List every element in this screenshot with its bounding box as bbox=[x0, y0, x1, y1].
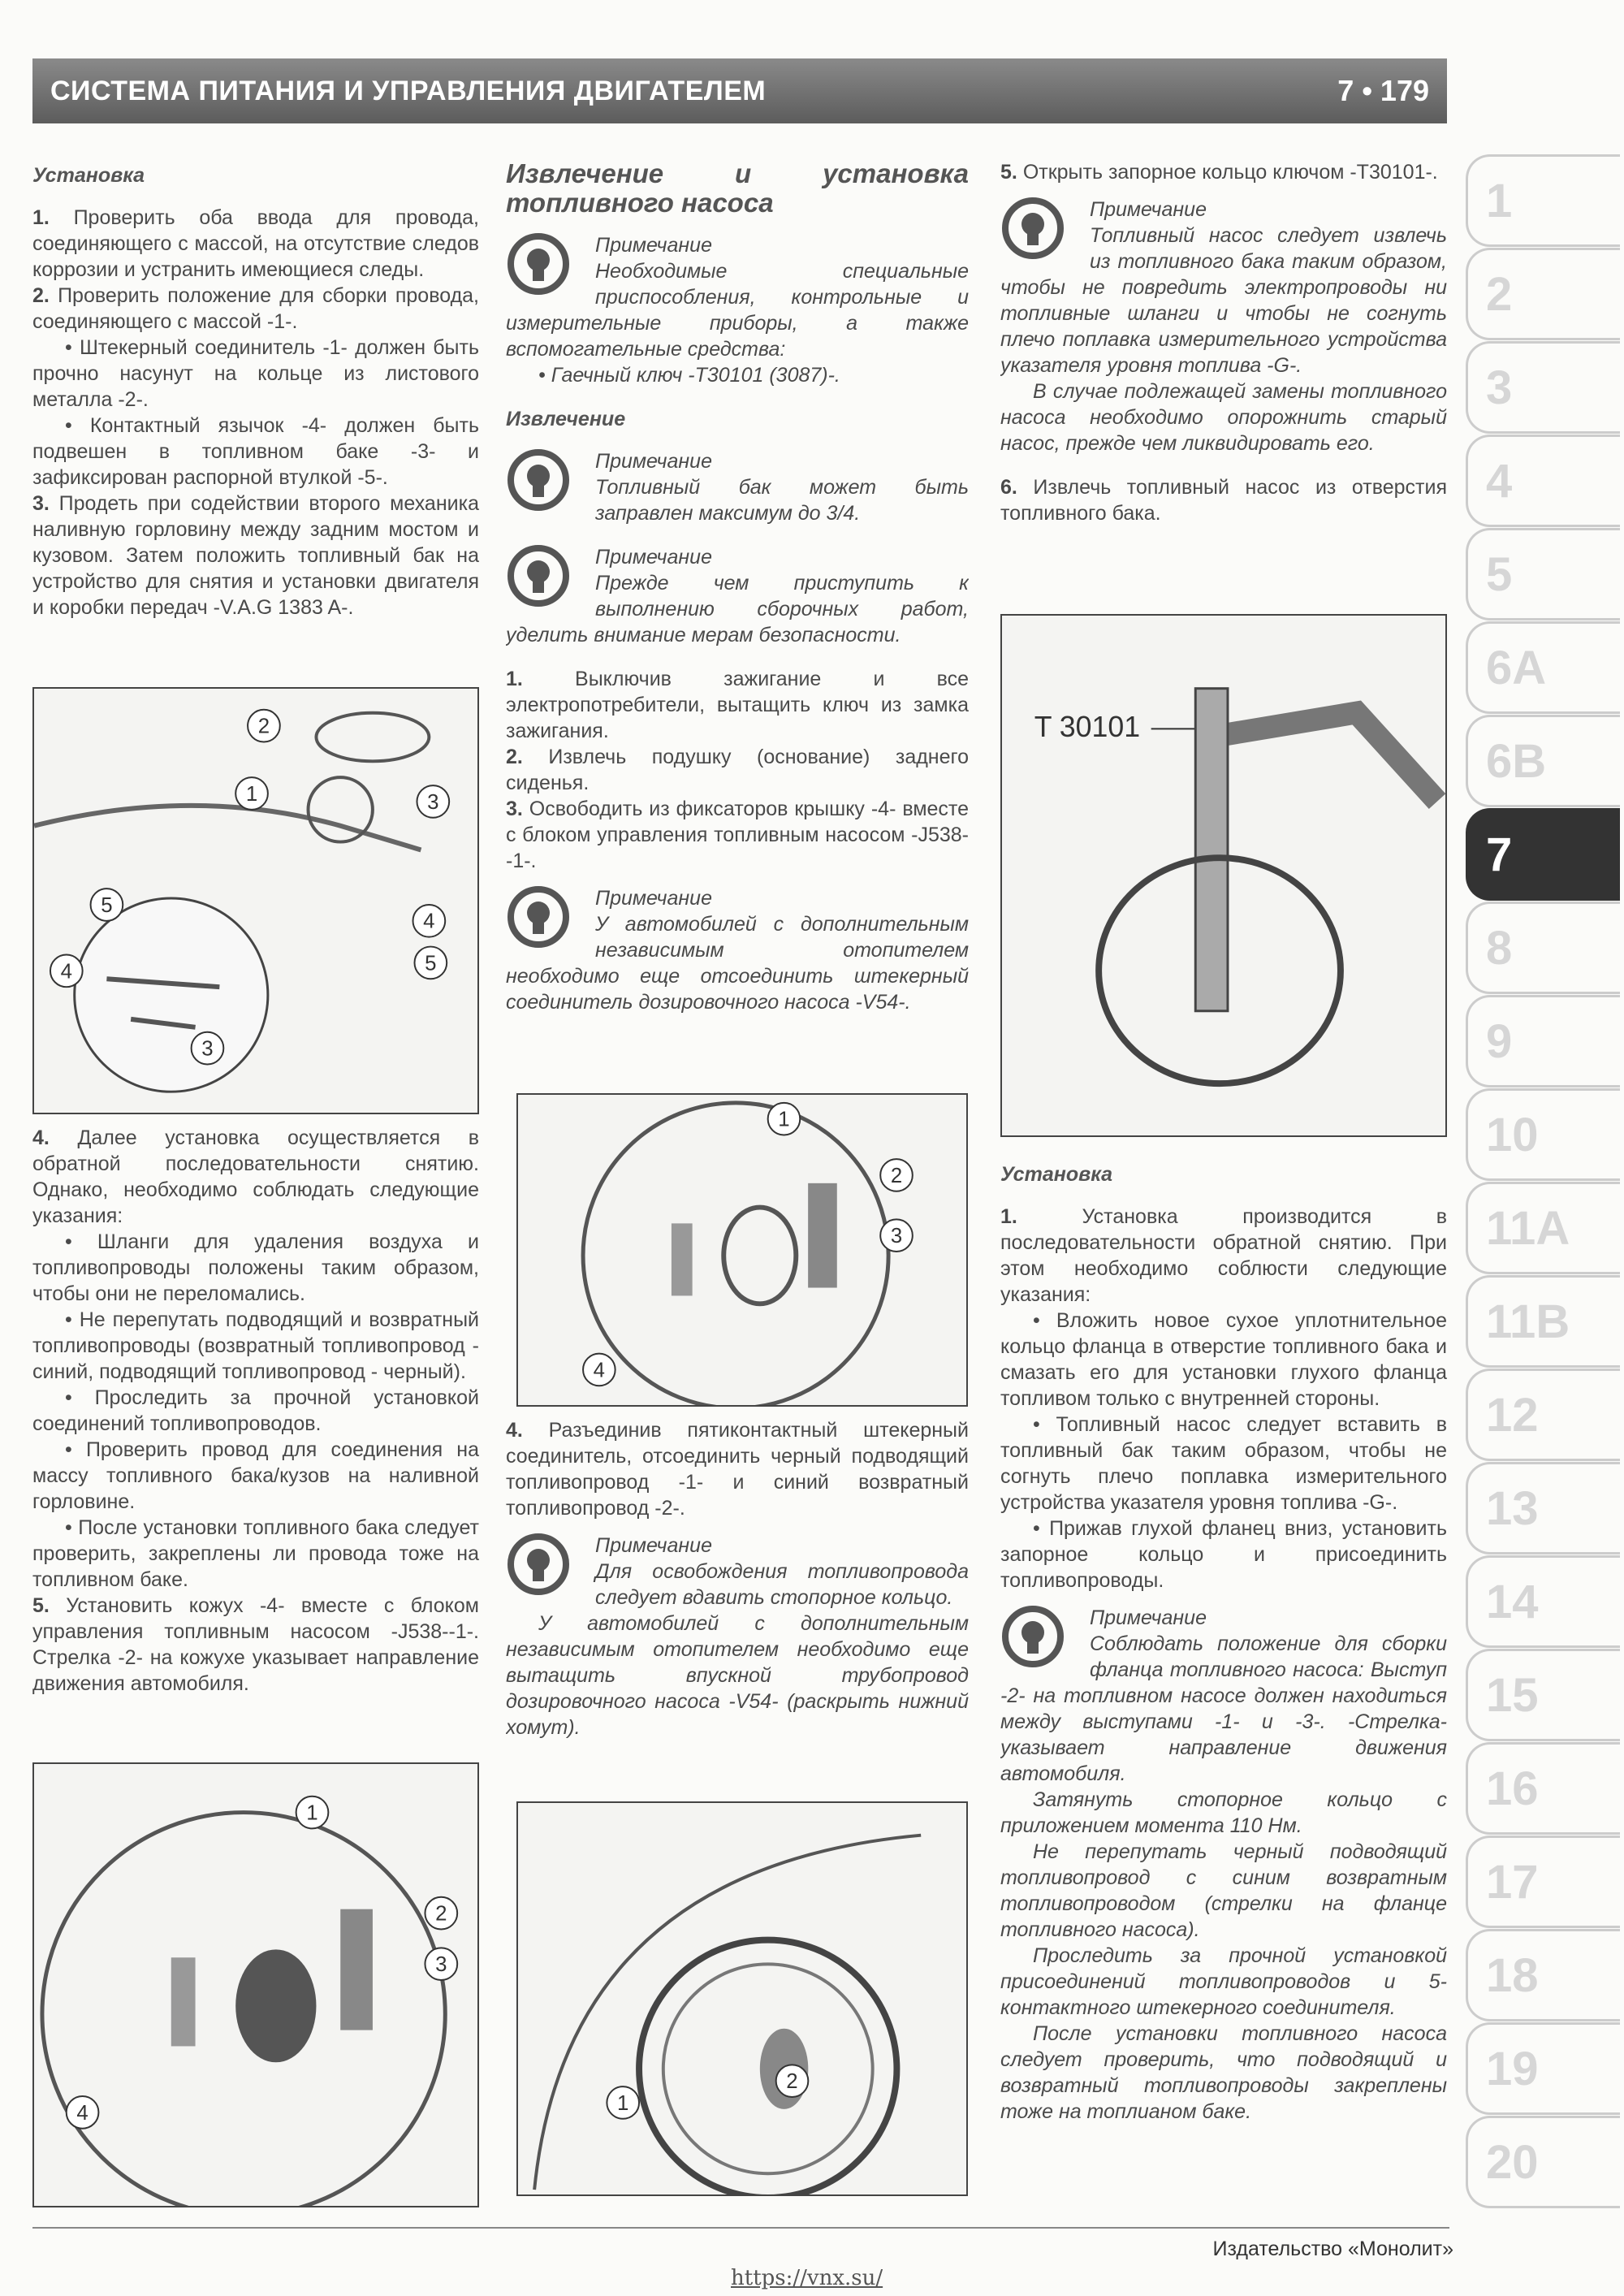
callout-number: 1 bbox=[245, 782, 258, 806]
step-text: Освободить из фиксаторов крышку -4- вместе с блоком управления топливным насосом -J538- -1-. bbox=[506, 798, 969, 872]
note bbox=[506, 885, 969, 1015]
chapter-tab-13[interactable]: 13 bbox=[1466, 1462, 1620, 1554]
note-text: У автомобилей с дополнительным независимым отопителем необходимо еще вытащить впускной трубопровод дозировочного насоса -V54- (раскрыть нижний хомут). bbox=[506, 1612, 969, 1739]
callout-1 bbox=[607, 2086, 639, 2119]
lightbulb-note-icon bbox=[506, 448, 584, 512]
step-number: 2. bbox=[506, 746, 523, 768]
callout-3 bbox=[880, 1219, 913, 1252]
steps bbox=[32, 205, 479, 620]
note-paragraph: Затянуть стопорное кольцо с приложением момента 110 Нм. bbox=[1000, 1788, 1447, 1837]
bullet-item: • Прижав глухой фланец вниз, установить запорное кольцо и присоединить топливопроводы. bbox=[1000, 1516, 1447, 1593]
step-item bbox=[32, 1125, 479, 1229]
step-text: Открыть запорное кольцо ключом -T30101-. bbox=[1022, 161, 1438, 184]
step-number: 6. bbox=[1000, 476, 1017, 499]
note-text: У автомобилей с дополнительным независимым отопителем необходимо еще отсоединить штекерный соединитель дозировочного насоса -V54-. bbox=[506, 913, 969, 1014]
lightbulb-note-icon bbox=[1000, 1605, 1078, 1668]
bullet-item: • Не перепутать подводящий и возвратный топливопроводы (возвратный топливопровод - синий, подводящий топливопровод - черный). bbox=[32, 1307, 479, 1385]
step-number: 1. bbox=[32, 206, 50, 229]
chapter-tab-4[interactable]: 4 bbox=[1466, 435, 1620, 527]
chapter-tab-11A[interactable]: 11A bbox=[1466, 1182, 1620, 1274]
chapter-tab-10[interactable]: 10 bbox=[1466, 1088, 1620, 1181]
callout-2 bbox=[776, 2065, 809, 2097]
chapter-tab-15[interactable]: 15 bbox=[1466, 1649, 1620, 1741]
chapter-tab-17[interactable]: 17 bbox=[1466, 1836, 1620, 1928]
lightbulb-note-icon bbox=[1000, 197, 1078, 260]
step-text: Выключив зажигание и все электропотребители, вытащить ключ из замка зажигания. bbox=[506, 668, 969, 742]
step-text: Далее установка осуществляется в обратной последовательности снятию. Однако, необходимо соблюдать следующие указания: bbox=[32, 1126, 479, 1227]
callout-3 bbox=[417, 785, 449, 818]
callout-number: 3 bbox=[201, 1037, 214, 1061]
callout-1 bbox=[768, 1103, 801, 1135]
bullet-item: • Проверить провод для соединения на массу топливного бака/кузов на наливной горловине. bbox=[32, 1437, 479, 1515]
bullet-item: • Проследить за прочной установкой соединений топливопроводов. bbox=[32, 1385, 479, 1437]
chapter-tab-7[interactable]: 7 bbox=[1466, 808, 1620, 901]
callout-4 bbox=[583, 1354, 615, 1386]
chapter-tab-11B[interactable]: 11B bbox=[1466, 1275, 1620, 1368]
step-item bbox=[1000, 1204, 1447, 1308]
figure-drawing bbox=[518, 1095, 966, 1405]
section-heading: Установка bbox=[1000, 1163, 1113, 1186]
note-paragraph: После установки топливного насоса следует проверить, что подводящий и возвратный топливопроводы закреплены тоже на топлианом баке. bbox=[1000, 2022, 1447, 2123]
step-item bbox=[506, 666, 969, 744]
callout-3 bbox=[425, 1948, 457, 1980]
chapter-tab-18[interactable]: 18 bbox=[1466, 1929, 1620, 2021]
note-paragraph: Не перепутать черный подводящий топливопровод с синим возвратным топливопроводом (стрелки на фланце топливного насоса). bbox=[1000, 1840, 1447, 1941]
callout-3 bbox=[192, 1032, 224, 1065]
note bbox=[506, 232, 969, 388]
callout-5 bbox=[415, 947, 447, 979]
callout-4 bbox=[50, 954, 83, 987]
note-paragraphs bbox=[1000, 1787, 1447, 2125]
callout-number: 4 bbox=[423, 910, 435, 933]
callout-number: 5 bbox=[101, 893, 113, 917]
step-number: 1. bbox=[1000, 1205, 1017, 1228]
callout-number: 3 bbox=[427, 790, 439, 814]
step-item bbox=[32, 491, 479, 620]
chapter-tab-16[interactable]: 16 bbox=[1466, 1742, 1620, 1835]
step-number: 2. bbox=[32, 284, 50, 307]
chapter-title: СИСТЕМА ПИТАНИЯ И УПРАВЛЕНИЯ ДВИГАТЕЛЕМ bbox=[50, 75, 767, 106]
lightbulb-note-icon bbox=[506, 1533, 584, 1596]
callout-2 bbox=[880, 1159, 913, 1191]
figure-drawing bbox=[518, 1803, 966, 2194]
note-label: Примечание bbox=[595, 1534, 712, 1557]
bullet-item: • Вложить новое сухое уплотнительное кольцо фланца в отверстие топливного бака и смазать его для установки глухого фланца топливом только с внутренней стороны. bbox=[1000, 1308, 1447, 1412]
col3-text-a bbox=[1000, 159, 1447, 526]
note-text: Для освобождения топливопровода следует вдавить стопорное кольцо. bbox=[595, 1560, 969, 1609]
note bbox=[506, 448, 969, 526]
callout-number: 3 bbox=[890, 1225, 903, 1248]
bullet-item: • Контактный язычок -4- должен быть подвешен в топливном баке -3- и зафиксирован распорной втулкой -5-. bbox=[32, 413, 479, 491]
callout-number: 2 bbox=[257, 715, 270, 738]
callout-number: 1 bbox=[778, 1108, 790, 1131]
chapter-tab-20[interactable]: 20 bbox=[1466, 2116, 1620, 2208]
section-heading: Извлечение bbox=[506, 408, 626, 430]
figure-drawing bbox=[1002, 616, 1445, 1135]
note-text: Соблюдать положение для сборки фланца топливного насоса: Выступ -2- на топливном насосе должен находиться между выступами -1- и -3-. -Стрелка- указывает направление движения автомобиля. bbox=[1000, 1632, 1447, 1785]
chapter-tabs bbox=[1466, 154, 1620, 2209]
callout-number: 4 bbox=[76, 2101, 89, 2125]
callout-number: 5 bbox=[425, 952, 437, 975]
step-item bbox=[506, 796, 969, 874]
step-number: 1. bbox=[506, 668, 523, 690]
figure-drawing bbox=[34, 689, 477, 1113]
bullet-item: • Шланги для удаления воздуха и топливопроводы положены таким образом, чтобы они не переломались. bbox=[32, 1229, 479, 1307]
callout-5 bbox=[91, 889, 123, 921]
chapter-header bbox=[32, 58, 1447, 123]
callout-4 bbox=[413, 905, 446, 937]
callout-number: 2 bbox=[786, 2070, 798, 2094]
step-text: Установка производится в последовательности обратной снятию. При этом необходимо соблюсти следующие указания: bbox=[1000, 1205, 1447, 1306]
note-label: Примечание bbox=[1090, 1606, 1207, 1629]
section-title: Извлечение и установка топливного насоса bbox=[506, 158, 969, 218]
steps bbox=[1000, 1204, 1447, 1593]
chapter-tab-6B[interactable]: 6B bbox=[1466, 715, 1620, 807]
note-label: Примечание bbox=[595, 887, 712, 910]
chapter-tab-3[interactable]: 3 bbox=[1466, 341, 1620, 434]
col3-text-b bbox=[1000, 1161, 1447, 2143]
step-text: Проверить положение для сборки провода, соединяющего с массой -1-. bbox=[32, 284, 479, 333]
col1-text-a bbox=[32, 162, 479, 620]
callout-2 bbox=[248, 710, 280, 742]
note-bullet: • Гаечный ключ -T30101 (3087)-. bbox=[506, 362, 969, 388]
chapter-tab-19[interactable]: 19 bbox=[1466, 2022, 1620, 2115]
step-number: 3. bbox=[506, 798, 523, 820]
callout-number: 3 bbox=[435, 1953, 447, 1977]
step-text: Проверить оба ввода для провода, соединяющего с массой, на отсутствие следов коррозии и устранить имеющиеся следы. bbox=[32, 206, 479, 281]
callout-number: 2 bbox=[890, 1164, 903, 1187]
col2-text-b bbox=[506, 1417, 969, 1758]
lightbulb-note-icon bbox=[506, 885, 584, 949]
chapter-tab-6A[interactable]: 6A bbox=[1466, 621, 1620, 714]
note bbox=[506, 544, 969, 648]
callout-number: 2 bbox=[435, 1902, 447, 1926]
chapter-tab-1[interactable]: 1 bbox=[1466, 154, 1620, 247]
note-label: Примечание bbox=[595, 234, 712, 257]
source-url[interactable]: https://vnx.su/ bbox=[731, 2266, 883, 2290]
figure-pump-lines bbox=[516, 1801, 968, 2196]
step-item bbox=[32, 283, 479, 335]
note-label: Примечание bbox=[595, 450, 712, 473]
chapter-tab-12[interactable]: 12 bbox=[1466, 1369, 1620, 1461]
chapter-tab-2[interactable]: 2 bbox=[1466, 248, 1620, 340]
step-number: 4. bbox=[32, 1126, 50, 1149]
step-text: Разъединив пятиконтактный штекерный соединитель, отсоединить черный подводящий топливопровод -1- и синий возвратный топливопровод -2-. bbox=[506, 1419, 969, 1520]
lightbulb-note-icon bbox=[506, 544, 584, 608]
step-item bbox=[32, 1593, 479, 1697]
note-text: Топливный насос следует извлечь из топливного бака таким образом, чтобы не повредить электропроводы ни топливные шланги и чтобы не согнуть плечо поплавка измерительного устройства указателя уровня топлива -G-. bbox=[1000, 224, 1447, 377]
note-text: Топливный бак может быть заправлен максимум до 3/4. bbox=[595, 476, 969, 525]
step-number: 4. bbox=[506, 1419, 523, 1442]
callout-number: 4 bbox=[593, 1359, 606, 1382]
step-number: 5. bbox=[32, 1594, 50, 1617]
step-item bbox=[32, 205, 479, 283]
callout-2 bbox=[425, 1897, 457, 1930]
figure-ground-wire bbox=[32, 687, 479, 1114]
step-text: Извлечь топливный насос из отверстия топливного бака. bbox=[1000, 476, 1447, 525]
note-label: Примечание bbox=[595, 546, 712, 569]
step-item bbox=[506, 744, 969, 796]
chapter-tab-5[interactable]: 5 bbox=[1466, 528, 1620, 620]
note bbox=[1000, 1605, 1447, 2125]
figure-wrench-t30101 bbox=[1000, 614, 1447, 1137]
bullet-item: • После установки топливного бака следует проверить, закреплены ли провода тоже на топливном баке. bbox=[32, 1515, 479, 1593]
callout-number: 1 bbox=[306, 1801, 318, 1825]
note-paragraph: Проследить за прочной установкой присоединений топливопроводов и 5-контактного штекерного соединителя. bbox=[1000, 1944, 1447, 2019]
chapter-tab-14[interactable]: 14 bbox=[1466, 1555, 1620, 1648]
figure-pump-cover bbox=[32, 1762, 479, 2207]
bullet-item: • Топливный насос следует вставить в топливный бак таким образом, чтобы не согнуть плечо поплавка измерительного устройства указателя уровня топлива -G-. bbox=[1000, 1412, 1447, 1516]
figure-pump-flange bbox=[516, 1093, 968, 1407]
note-text: Необходимые специальные приспособления, контрольные и измерительные приборы, а также вспомогательные средства: bbox=[506, 260, 969, 361]
step-text: Установить кожух -4- вместе с блоком управления топливным насосом -J538--1-. Стрелка -2- на кожухе указывает направление движения автомобиля. bbox=[32, 1594, 479, 1695]
publisher: Издательство «Монолит» bbox=[1212, 2238, 1453, 2260]
step-number: 3. bbox=[32, 492, 50, 515]
chapter-tab-8[interactable]: 8 bbox=[1466, 902, 1620, 994]
step-text: Извлечь подушку (основание) заднего сиденья. bbox=[506, 746, 969, 794]
bullet-item: • Штекерный соединитель -1- должен быть прочно насунут на кольце из листового металла -2-. bbox=[32, 335, 479, 413]
footer-divider bbox=[32, 2227, 1449, 2229]
note bbox=[506, 1533, 969, 1740]
note-text: В случае подлежащей замены топливного насоса необходимо опорожнить старый насос, прежде чем ликвидировать его. bbox=[1000, 380, 1447, 455]
callout-1 bbox=[235, 777, 268, 810]
callout-1 bbox=[296, 1797, 329, 1829]
note-label: Примечание bbox=[1090, 198, 1207, 221]
lightbulb-note-icon bbox=[506, 232, 584, 296]
steps bbox=[506, 666, 969, 874]
callout-4 bbox=[67, 2096, 99, 2129]
section-heading: Установка bbox=[32, 164, 145, 187]
callout-number: 4 bbox=[60, 960, 72, 984]
tool-label: T 30101 bbox=[1034, 711, 1141, 744]
steps bbox=[32, 1125, 479, 1697]
col1-text-b bbox=[32, 1125, 479, 1697]
callout-number: 1 bbox=[617, 2091, 629, 2115]
figure-drawing bbox=[34, 1764, 477, 2206]
note-text: Прежде чем приступить к выполнению сборочных работ, уделить внимание мерам безопасности. bbox=[506, 572, 969, 646]
note bbox=[1000, 197, 1447, 456]
col2-text-a bbox=[506, 159, 969, 1033]
step-text: Продеть при содействии второго механика наливную горловину между задним мостом и кузовом. Затем положить топливный бак на устройство для снятия и установки двигателя и коробки передач -V.A.G 1383 A-. bbox=[32, 492, 480, 619]
chapter-tab-9[interactable]: 9 bbox=[1466, 995, 1620, 1087]
page-number: 7 • 179 bbox=[1337, 74, 1429, 107]
step-number: 5. bbox=[1000, 161, 1017, 184]
